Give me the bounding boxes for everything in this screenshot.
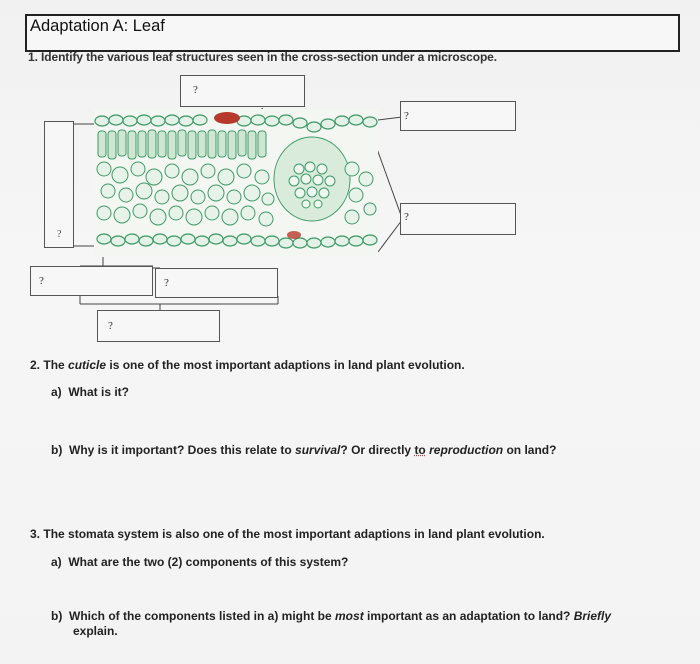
title-box bbox=[25, 14, 680, 52]
question-3b-line2: explain. bbox=[73, 624, 118, 638]
question-3a: a) What are the two (2) components of this system? bbox=[51, 555, 349, 569]
question-1: 1. Identify the various leaf structures seen in the cross-section under a microscope. bbox=[28, 50, 497, 64]
label-box-bottom-left[interactable]: ? bbox=[30, 266, 153, 296]
label-box-right-lower[interactable]: ? bbox=[400, 203, 516, 235]
question-2a: a) What is it? bbox=[51, 385, 130, 399]
label-box-bottom-middle[interactable]: ? bbox=[155, 268, 278, 298]
question-3: 3. The stomata system is also one of the most important adaptions in land plant evolution. bbox=[30, 527, 545, 541]
question-3b: b) Which of the components listed in a) might be most important as an adaptation to land? Briefly bbox=[51, 609, 612, 623]
page-title: Adaptation A: Leaf bbox=[30, 17, 165, 35]
label-box-right-upper[interactable]: ? bbox=[400, 101, 516, 131]
question-2b: b) Why is it important? Does this relate to survival? Or directly to reproduction on land? bbox=[51, 443, 557, 457]
label-box-left-tall[interactable]: ? bbox=[44, 121, 74, 248]
label-box-bottom-center[interactable]: ? bbox=[97, 310, 220, 342]
label-box-top-center[interactable]: ? bbox=[180, 75, 305, 107]
leaf-cross-section-image bbox=[94, 109, 378, 257]
question-2: 2. The cuticle is one of the most important adaptions in land plant evolution. bbox=[30, 358, 465, 372]
